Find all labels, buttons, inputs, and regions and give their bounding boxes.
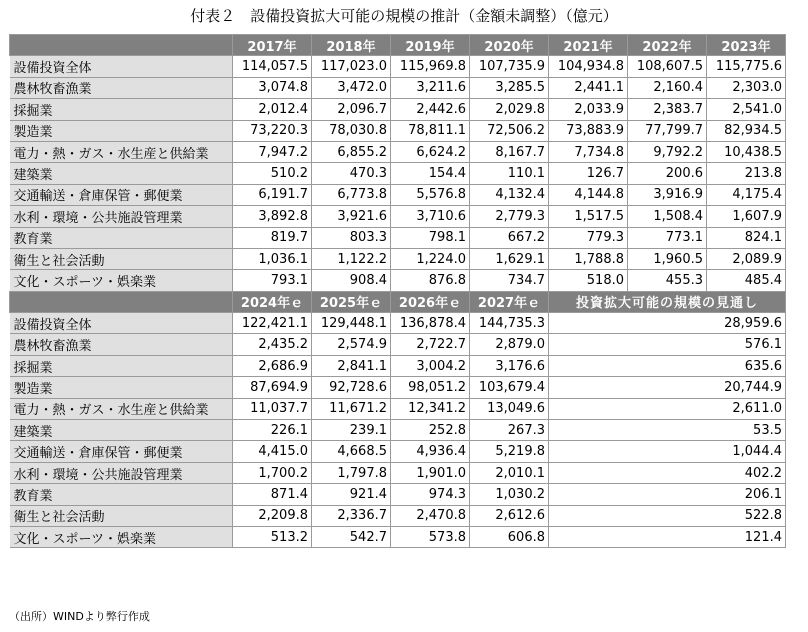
row-label: 採掘業 (10, 99, 233, 120)
value-cell: 5,576.8 (391, 184, 470, 205)
outlook-cell: 402.2 (549, 462, 786, 483)
value-cell: 7,947.2 (233, 141, 312, 162)
row-label: 製造業 (10, 120, 233, 141)
value-cell: 798.1 (391, 227, 470, 248)
value-cell: 144,735.3 (470, 313, 549, 334)
value-cell: 542.7 (312, 526, 391, 547)
table-row (10, 56, 786, 77)
value-cell: 117,023.0 (312, 56, 391, 77)
value-cell: 252.8 (391, 420, 470, 441)
value-cell: 3,921.6 (312, 206, 391, 227)
value-cell: 793.1 (233, 270, 312, 291)
value-cell: 267.3 (470, 420, 549, 441)
value-cell: 2,089.9 (707, 248, 786, 269)
value-cell: 11,671.2 (312, 398, 391, 419)
value-cell: 2,879.0 (470, 334, 549, 355)
value-cell: 3,211.6 (391, 77, 470, 98)
value-cell: 78,811.1 (391, 120, 470, 141)
table-row (10, 120, 786, 141)
table-row (10, 484, 786, 505)
value-cell: 73,883.9 (549, 120, 628, 141)
table-row (10, 420, 786, 441)
value-cell: 129,448.1 (312, 313, 391, 334)
value-cell: 2,303.0 (707, 77, 786, 98)
outlook-cell: 28,959.6 (549, 313, 786, 334)
value-cell: 2,209.8 (233, 505, 312, 526)
value-cell: 114,057.5 (233, 56, 312, 77)
value-cell: 2,779.3 (470, 206, 549, 227)
value-cell: 10,438.5 (707, 141, 786, 162)
value-cell: 2,029.8 (470, 99, 549, 120)
value-cell: 1,901.0 (391, 462, 470, 483)
row-label: 農林牧畜漁業 (10, 334, 233, 355)
row-label: 設備投資全体 (10, 56, 233, 77)
row-label: 衛生と社会活動 (10, 248, 233, 269)
value-cell: 803.3 (312, 227, 391, 248)
value-cell: 5,219.8 (470, 441, 549, 462)
row-label: 水利・環境・公共施設管理業 (10, 462, 233, 483)
year-header: 2018年 (312, 35, 391, 56)
value-cell: 73,220.3 (233, 120, 312, 141)
table-row (10, 377, 786, 398)
value-cell: 974.3 (391, 484, 470, 505)
value-cell: 239.1 (312, 420, 391, 441)
value-cell: 3,916.9 (628, 184, 707, 205)
row-label: 衛生と社会活動 (10, 505, 233, 526)
value-cell: 4,132.4 (470, 184, 549, 205)
row-label: 交通輸送・倉庫保管・郵便業 (10, 184, 233, 205)
value-cell: 2,096.7 (312, 99, 391, 120)
year-header: 2020年 (470, 35, 549, 56)
value-cell: 3,892.8 (233, 206, 312, 227)
table-row (10, 441, 786, 462)
value-cell: 103,679.4 (470, 377, 549, 398)
value-cell: 115,969.8 (391, 56, 470, 77)
value-cell: 6,773.8 (312, 184, 391, 205)
table-row (10, 526, 786, 547)
value-cell: 9,792.2 (628, 141, 707, 162)
year-header: 2027年ｅ (470, 291, 549, 312)
row-label: 製造業 (10, 377, 233, 398)
value-cell: 11,037.7 (233, 398, 312, 419)
value-cell: 819.7 (233, 227, 312, 248)
value-cell: 876.8 (391, 270, 470, 291)
year-header: 2021年 (549, 35, 628, 56)
value-cell: 136,878.4 (391, 313, 470, 334)
value-cell: 4,415.0 (233, 441, 312, 462)
header-row-upper (10, 35, 786, 56)
value-cell: 513.2 (233, 526, 312, 547)
value-cell: 2,686.9 (233, 355, 312, 376)
value-cell: 871.4 (233, 484, 312, 505)
value-cell: 154.4 (391, 163, 470, 184)
year-header: 2025年ｅ (312, 291, 391, 312)
year-header: 2023年 (707, 35, 786, 56)
row-label: 採掘業 (10, 355, 233, 376)
outlook-cell: 576.1 (549, 334, 786, 355)
outlook-cell: 20,744.9 (549, 377, 786, 398)
capex-table (9, 34, 786, 548)
value-cell: 110.1 (470, 163, 549, 184)
value-cell: 126.7 (549, 163, 628, 184)
value-cell: 1,797.8 (312, 462, 391, 483)
value-cell: 2,541.0 (707, 99, 786, 120)
value-cell: 104,934.8 (549, 56, 628, 77)
table-row (10, 355, 786, 376)
header-corner (10, 291, 233, 312)
value-cell: 2,160.4 (628, 77, 707, 98)
outlook-cell: 53.5 (549, 420, 786, 441)
value-cell: 2,574.9 (312, 334, 391, 355)
value-cell: 3,074.8 (233, 77, 312, 98)
value-cell: 7,734.8 (549, 141, 628, 162)
row-label: 水利・環境・公共施設管理業 (10, 206, 233, 227)
value-cell: 226.1 (233, 420, 312, 441)
value-cell: 4,144.8 (549, 184, 628, 205)
table-row (10, 270, 786, 291)
table-row (10, 206, 786, 227)
table-row (10, 248, 786, 269)
row-label: 教育業 (10, 484, 233, 505)
value-cell: 3,285.5 (470, 77, 549, 98)
row-label: 電力・熱・ガス・水生産と供給業 (10, 141, 233, 162)
row-label: 交通輸送・倉庫保管・郵便業 (10, 441, 233, 462)
value-cell: 1,629.1 (470, 248, 549, 269)
value-cell: 2,470.8 (391, 505, 470, 526)
value-cell: 1,700.2 (233, 462, 312, 483)
value-cell: 72,506.2 (470, 120, 549, 141)
value-cell: 3,472.0 (312, 77, 391, 98)
row-label: 建築業 (10, 420, 233, 441)
value-cell: 82,934.5 (707, 120, 786, 141)
value-cell: 2,441.1 (549, 77, 628, 98)
value-cell: 2,012.4 (233, 99, 312, 120)
value-cell: 6,855.2 (312, 141, 391, 162)
value-cell: 2,435.2 (233, 334, 312, 355)
table-row (10, 313, 786, 334)
table-row (10, 462, 786, 483)
year-header: 2019年 (391, 35, 470, 56)
row-label: 文化・スポーツ・娯楽業 (10, 526, 233, 547)
value-cell: 3,176.6 (470, 355, 549, 376)
value-cell: 1,508.4 (628, 206, 707, 227)
year-header: 2022年 (628, 35, 707, 56)
header-corner (10, 35, 233, 56)
value-cell: 98,051.2 (391, 377, 470, 398)
value-cell: 122,421.1 (233, 313, 312, 334)
value-cell: 13,049.6 (470, 398, 549, 419)
table-row (10, 163, 786, 184)
value-cell: 4,175.4 (707, 184, 786, 205)
value-cell: 1,788.8 (549, 248, 628, 269)
value-cell: 2,336.7 (312, 505, 391, 526)
value-cell: 2,841.1 (312, 355, 391, 376)
value-cell: 2,010.1 (470, 462, 549, 483)
value-cell: 779.3 (549, 227, 628, 248)
value-cell: 92,728.6 (312, 377, 391, 398)
table-row (10, 77, 786, 98)
value-cell: 2,442.6 (391, 99, 470, 120)
value-cell: 6,624.2 (391, 141, 470, 162)
value-cell: 734.7 (470, 270, 549, 291)
outlook-cell: 635.6 (549, 355, 786, 376)
year-header: 2024年ｅ (233, 291, 312, 312)
value-cell: 1,030.2 (470, 484, 549, 505)
header-row-lower (10, 291, 786, 312)
table-row (10, 227, 786, 248)
row-label: 農林牧畜漁業 (10, 77, 233, 98)
table-row (10, 398, 786, 419)
source-note: （出所）WINDより弊行作成 (9, 610, 150, 623)
value-cell: 115,775.6 (707, 56, 786, 77)
year-header: 2017年 (233, 35, 312, 56)
value-cell: 213.8 (707, 163, 786, 184)
outlook-cell: 2,611.0 (549, 398, 786, 419)
table-row (10, 505, 786, 526)
outlook-header: 投資拡大可能の規模の見通し (549, 291, 786, 312)
value-cell: 3,004.2 (391, 355, 470, 376)
value-cell: 107,735.9 (470, 56, 549, 77)
value-cell: 667.2 (470, 227, 549, 248)
value-cell: 2,033.9 (549, 99, 628, 120)
value-cell: 1,224.0 (391, 248, 470, 269)
table-row (10, 141, 786, 162)
value-cell: 6,191.7 (233, 184, 312, 205)
value-cell: 2,612.6 (470, 505, 549, 526)
value-cell: 470.3 (312, 163, 391, 184)
value-cell: 908.4 (312, 270, 391, 291)
value-cell: 455.3 (628, 270, 707, 291)
value-cell: 2,383.7 (628, 99, 707, 120)
value-cell: 510.2 (233, 163, 312, 184)
value-cell: 108,607.5 (628, 56, 707, 77)
table-row (10, 184, 786, 205)
value-cell: 573.8 (391, 526, 470, 547)
value-cell: 824.1 (707, 227, 786, 248)
value-cell: 87,694.9 (233, 377, 312, 398)
value-cell: 518.0 (549, 270, 628, 291)
outlook-cell: 522.8 (549, 505, 786, 526)
value-cell: 1,122.2 (312, 248, 391, 269)
value-cell: 3,710.6 (391, 206, 470, 227)
value-cell: 12,341.2 (391, 398, 470, 419)
outlook-cell: 206.1 (549, 484, 786, 505)
outlook-cell: 121.4 (549, 526, 786, 547)
table-row (10, 334, 786, 355)
value-cell: 606.8 (470, 526, 549, 547)
value-cell: 1,607.9 (707, 206, 786, 227)
value-cell: 1,960.5 (628, 248, 707, 269)
value-cell: 8,167.7 (470, 141, 549, 162)
value-cell: 485.4 (707, 270, 786, 291)
year-header: 2026年ｅ (391, 291, 470, 312)
row-label: 設備投資全体 (10, 313, 233, 334)
value-cell: 78,030.8 (312, 120, 391, 141)
table-row (10, 99, 786, 120)
value-cell: 2,722.7 (391, 334, 470, 355)
table-title: 付表２ 設備投資拡大可能の規模の推計（金額未調整）（億元） (190, 7, 618, 25)
row-label: 建築業 (10, 163, 233, 184)
row-label: 電力・熱・ガス・水生産と供給業 (10, 398, 233, 419)
value-cell: 921.4 (312, 484, 391, 505)
value-cell: 4,936.4 (391, 441, 470, 462)
value-cell: 1,517.5 (549, 206, 628, 227)
value-cell: 1,036.1 (233, 248, 312, 269)
outlook-cell: 1,044.4 (549, 441, 786, 462)
value-cell: 77,799.7 (628, 120, 707, 141)
row-label: 教育業 (10, 227, 233, 248)
value-cell: 200.6 (628, 163, 707, 184)
value-cell: 773.1 (628, 227, 707, 248)
row-label: 文化・スポーツ・娯楽業 (10, 270, 233, 291)
value-cell: 4,668.5 (312, 441, 391, 462)
